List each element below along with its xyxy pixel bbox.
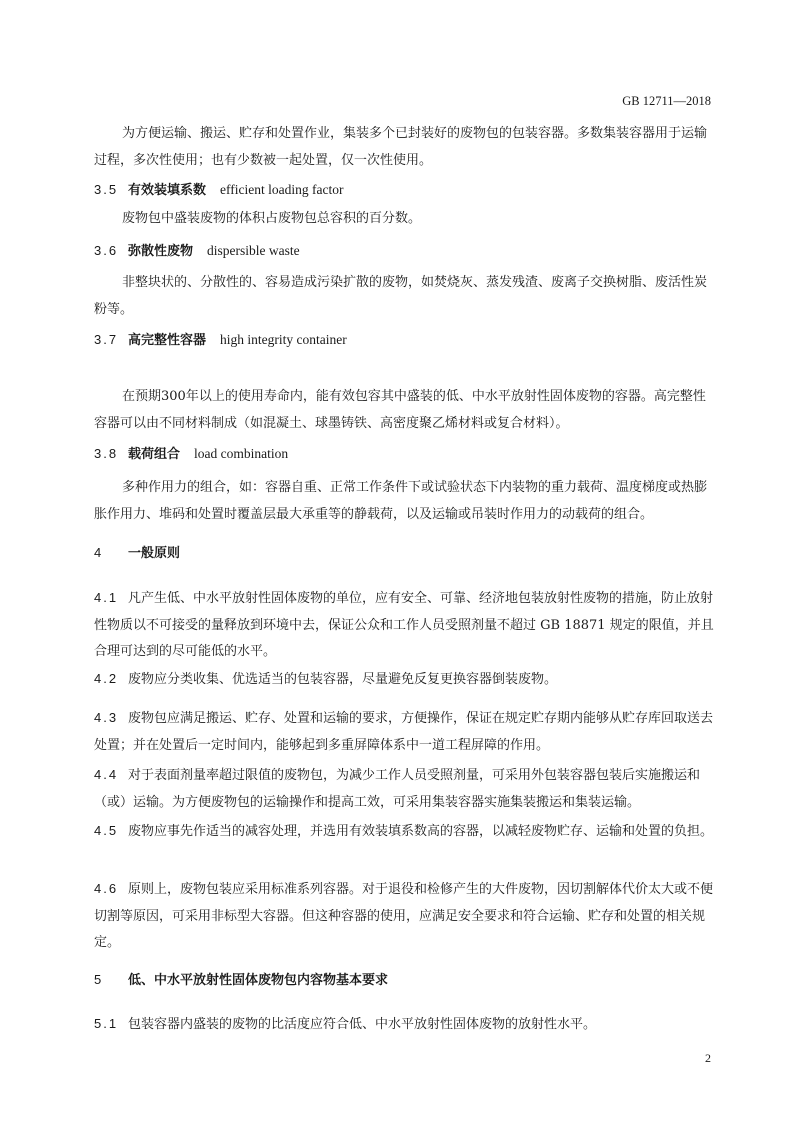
term-chinese: 有效装填系数: [128, 183, 207, 198]
section-heading-5: [94, 970, 716, 991]
clause-number: 4.5: [94, 823, 119, 838]
clause-number: 5.1: [94, 1016, 119, 1031]
clause-number: 4.4: [94, 767, 119, 782]
term-heading-3-5: [94, 180, 716, 201]
paragraph-intro: 为方便运输、搬运、贮存和处置作业，集装多个已封装好的废物包的包装容器。多数集装容器用于运输过程，多次性使用；也有少数被一起处置，仅一次性使用。: [94, 126, 708, 168]
clause-4-3: [94, 705, 716, 759]
clause-number: 4.1: [94, 590, 119, 605]
term-number: 3.5: [94, 182, 119, 197]
clause-4-2: [94, 666, 716, 694]
term-english: high integrity container: [220, 332, 347, 347]
paragraph-3-5: 废物包中盛装废物的体积占废物包总容积的百分数。: [122, 211, 422, 226]
term-english: efficient loading factor: [220, 182, 344, 197]
section-number: 5: [94, 972, 104, 987]
term-chinese: 弥散性废物: [128, 244, 194, 259]
clause-number: 4.6: [94, 881, 119, 896]
clause-text: 包装容器内盛装的废物的比活度应符合低、中水平放射性固体废物的放射性水平。: [128, 1017, 597, 1032]
clause-4-1: [94, 585, 716, 666]
term-number: 3.7: [94, 332, 119, 347]
standard-code: GB 12711—2018: [622, 94, 711, 108]
term-chinese: 高完整性容器: [128, 333, 207, 348]
clause-text: 原则上，废物包装应采用标准系列容器。对于退役和检修产生的大件废物，因切割解体代价太大或不便切割等原因，可采用非标型大容器。但这种容器的使用，应满足安全要求和符合运输、贮存和处置的相关规定。: [94, 882, 714, 950]
term-number: 3.8: [94, 446, 119, 461]
term-english: dispersible waste: [207, 243, 300, 258]
clause-4-4: [94, 762, 716, 816]
paragraph-3-7: 在预期300年以上的使用寿命内，能有效包容其中盛装的低、中水平放射性固体废物的容器。高完整性容器可以由不同材料制成（如混凝土、球墨铸铁、高密度聚乙烯材料或复合材料）。: [94, 389, 706, 431]
section-number: 4: [94, 545, 104, 560]
clause-text: 对于表面剂量率超过限值的废物包，为减少工作人员受照剂量，可采用外包装容器包装后实施搬运和（或）运输。为方便废物包的运输操作和提高工效，可采用集装容器实施集装搬运和集装运输。: [94, 768, 701, 810]
paragraph-3-8: 多种作用力的组合，如：容器自重、正常工作条件下或试验状态下内装物的重力载荷、温度梯度或热膨胀作用力、堆码和处置时覆盖层最大承重等的静载荷，以及运输或吊装时作用力的动载荷的组合。: [94, 480, 708, 522]
clause-text: 废物包应满足搬运、贮存、处置和运输的要求，方便操作，保证在规定贮存期内能够从贮存库回取送去处置；并在处置后一定时间内，能够起到多重屏障体系中一道工程屏障的作用。: [94, 711, 714, 753]
term-heading-3-6: [94, 241, 716, 262]
section-heading-4: [94, 543, 716, 564]
clause-text: 废物应分类收集、优选适当的包装容器，尽量避免反复更换容器倒装废物。: [128, 672, 558, 687]
clause-number: 4.2: [94, 671, 119, 686]
paragraph-3-6: 非整块状的、分散性的、容易造成污染扩散的废物，如焚烧灰、蒸发残渣、废离子交换树脂、废活性炭粉等。: [94, 275, 708, 317]
term-english: load combination: [194, 446, 289, 461]
clause-4-5: [94, 818, 716, 846]
term-number: 3.6: [94, 243, 119, 258]
clause-5-1: [94, 1011, 716, 1039]
clause-number: 4.3: [94, 710, 119, 725]
clause-text: 凡产生低、中水平放射性固体废物的单位，应有安全、可靠、经济地包装放射性废物的措施，防止放射性物质以不可接受的量释放到环境中去，保证公众和工作人员受照剂量不超过 GB 18871 规定的限值，并且合理可达到的尽可能低的水平。: [94, 591, 714, 659]
term-heading-3-7: [94, 330, 716, 351]
section-title: 一般原则: [128, 546, 181, 561]
page-number: 2: [705, 1051, 711, 1065]
term-chinese: 载荷组合: [128, 447, 181, 462]
clause-text: 废物应事先作适当的减容处理，并选用有效装填系数高的容器，以减轻废物贮存、运输和处置的负担。: [128, 824, 714, 839]
clause-4-6: [94, 876, 716, 957]
section-title: 低、中水平放射性固体废物包内容物基本要求: [128, 973, 389, 988]
term-heading-3-8: [94, 444, 716, 465]
